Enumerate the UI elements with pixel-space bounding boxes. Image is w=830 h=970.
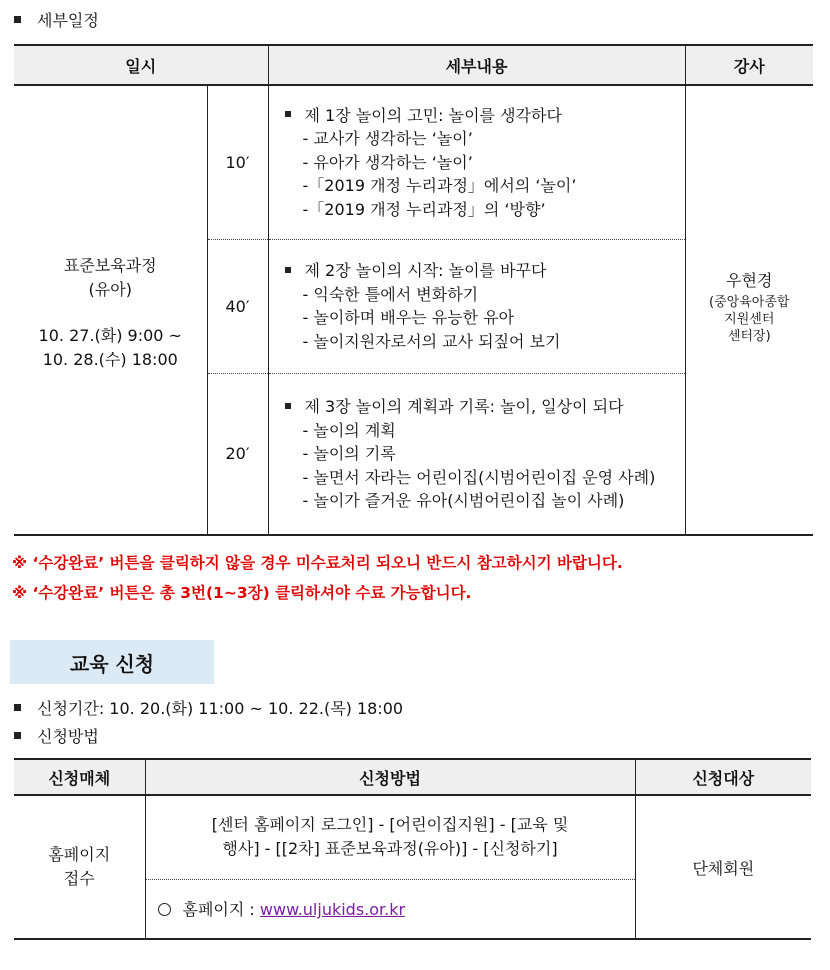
square-bullet-icon <box>285 403 291 409</box>
lecturer-name: 우현경 <box>726 270 773 290</box>
chapter-content <box>268 85 685 239</box>
chapter-item: - 놀이의 계획 <box>302 420 396 440</box>
course-date-start: 10. 27.(화) 9:00 ~ <box>38 326 182 345</box>
course-info-cell <box>14 85 207 535</box>
lecturer-org: 지원센터 <box>724 311 775 327</box>
notice-line: ※ ‘수강완료’ 버튼은 총 3번(1~3장) 클릭하셔야 수료 가능합니다. <box>12 584 472 602</box>
chapter-item: - 놀이의 기록 <box>302 444 396 463</box>
chapter-item: - 놀이지원자로서의 교사 되짚어 보기 <box>302 331 561 351</box>
chapter-title: 제 2장 놀이의 시작: 놀이를 바꾸다 <box>304 261 547 280</box>
chapter-item: -「2019 개정 누리과정」에서의 ‘놀이’ <box>302 176 577 195</box>
medium-label: 홈페이지 <box>48 845 111 864</box>
header-content: 세부내용 <box>268 45 685 85</box>
chapter-item: - 놀면서 자라는 어린이집(시범어린이집 운영 사례) <box>302 467 656 487</box>
chapter-title: 제 1장 놀이의 고민: 놀이를 생각하다 <box>304 105 562 125</box>
square-bullet-icon <box>14 16 21 23</box>
application-section-title: 교육 신청 <box>10 640 214 684</box>
header-medium: 신청매체 <box>14 759 145 795</box>
lecturer-org: 센터장) <box>727 328 771 344</box>
lecturer-cell <box>685 85 813 535</box>
chapter-content <box>268 373 685 535</box>
application-period: 신청기간: 10. 20.(화) 11:00 ~ 10. 22.(목) 18:00 <box>14 696 403 719</box>
lecturer-org: (중앙육아종합 <box>709 294 790 310</box>
course-target: (유아) <box>88 280 132 299</box>
target-cell: 단체회원 <box>635 795 811 939</box>
chapter-item: - 유아가 생각하는 ‘놀이’ <box>302 152 473 172</box>
homepage-label: 홈페이지 : <box>182 900 255 920</box>
method-steps: [센터 홈페이지 로그인] - [어린이집지원] - [교육 및 행사] - [[2차] 표준보육과정(유아)] - [신청하기] <box>145 795 635 879</box>
chapter-duration: 40′ <box>207 239 268 373</box>
square-bullet-icon <box>14 704 21 711</box>
square-bullet-icon <box>14 732 21 739</box>
header-method: 신청방법 <box>145 759 635 795</box>
chapter-content <box>268 239 685 373</box>
homepage-link[interactable]: www.uljukids.or.kr <box>259 900 406 920</box>
application-method-heading: 신청방법 <box>14 724 99 747</box>
course-name: 표준보육과정 <box>63 256 157 275</box>
chapter-item: - 교사가 생각하는 ‘놀이’ <box>302 129 473 148</box>
chapter-duration: 10′ <box>207 85 268 239</box>
chapter-item: -「2019 개정 누리과정」의 ‘방향’ <box>302 199 546 219</box>
application-table <box>14 758 811 940</box>
medium-label: 접수 <box>63 869 95 888</box>
notice-line: ※ ‘수강완료’ 버튼을 클릭하지 않을 경우 미수료처리 되오니 반드시 참고하시기 바랍니다. <box>12 554 623 572</box>
square-bullet-icon <box>285 267 291 273</box>
medium-cell <box>14 795 145 939</box>
chapter-item: - 놀이하며 배우는 유능한 유아 <box>302 308 515 327</box>
circle-bullet-icon <box>158 903 171 916</box>
schedule-table <box>14 44 813 536</box>
homepage-cell <box>145 879 635 939</box>
header-lecturer: 강사 <box>685 45 813 85</box>
chapter-item: - 익숙한 틀에서 변화하기 <box>302 284 479 304</box>
schedule-heading: 세부일정 <box>14 8 99 31</box>
course-date-end: 10. 28.(수) 18:00 <box>42 350 178 369</box>
chapter-item: - 놀이가 즐거운 유아(시범어린이집 놀이 사례) <box>302 491 625 510</box>
header-date: 일시 <box>14 45 268 85</box>
chapter-duration: 20′ <box>207 373 268 535</box>
square-bullet-icon <box>285 111 291 117</box>
chapter-title: 제 3장 놀이의 계획과 기록: 놀이, 일상이 되다 <box>304 397 624 416</box>
header-target: 신청대상 <box>635 759 811 795</box>
